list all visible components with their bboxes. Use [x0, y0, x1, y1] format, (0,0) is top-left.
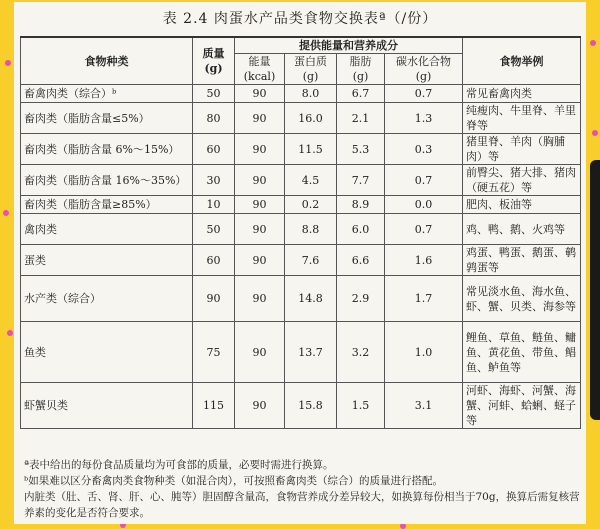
footnote-b: ᵇ如果难以区分畜禽肉类食物种类（如混合肉），可按照畜禽肉类（综合）的质量进行搭配。: [24, 475, 443, 487]
table-row: 蛋类 60 90 7.6 6.6 1.6 鸡蛋、鸭蛋、鹅蛋、鹌鹑蛋等: [21, 245, 581, 276]
header-energy: 能量 (kcal): [235, 54, 285, 85]
food-exchange-table: [20, 36, 581, 429]
table-row: 水产类（综合） 90 90 14.8 2.9 1.7 常见淡水鱼、海水鱼、虾、蟹、贝类、海参等: [21, 276, 581, 322]
header-examples: 食物举例: [463, 37, 581, 85]
table-row: 鱼类 75 90 13.7 3.2 1.0 鲤鱼、草鱼、鲢鱼、鳙鱼、黄花鱼、带鱼、鲳鱼、鲈鱼等: [21, 322, 581, 383]
table-row: 禽肉类 50 90 8.8 6.0 0.7 鸡、鸭、鹅、火鸡等: [21, 214, 581, 245]
header-protein: 蛋白质 (g): [285, 54, 337, 85]
background-edge: [590, 160, 600, 420]
header-carb: 碳水化合物 (g): [385, 54, 463, 85]
header-fat: 脂肪 (g): [337, 54, 385, 85]
table-row: 畜肉类（脂肪含量≥85%） 10 90 0.2 8.9 0.0 肥肉、板油等: [21, 196, 581, 214]
table-row: 畜禽肉类（综合）ᵇ 50 90 8.0 6.7 0.7 常见畜禽肉类: [21, 85, 581, 103]
header-energy-group: 提供能量和营养成分: [235, 37, 463, 54]
header-food-type: 食物种类: [21, 37, 193, 85]
header-weight: 质量 (g): [193, 37, 235, 85]
table-row: 畜肉类（脂肪含量 6%～15%） 60 90 11.5 5.3 0.3 猪里脊、羊肉（胸脯肉）等: [21, 134, 581, 165]
table-row: 虾蟹贝类 115 90 15.8 1.5 3.1 河虾、海虾、河蟹、海蟹、河蚌、蛤蜊、蛏子等: [21, 383, 581, 429]
table-row: 畜肉类（脂肪含量 16%～35%） 30 90 4.5 7.7 0.7 前臀尖、猪大排、猪肉（硬五花）等: [21, 165, 581, 196]
footnote-offal: 内脏类（肚、舌、肾、肝、心、肫等）胆固醇含量高，食物营养成分差异较大，如换算每份相当于70g，换算后需复核营养素的变化是否符合要求。: [24, 491, 580, 519]
table-row: 畜肉类（脂肪含量≤5%） 80 90 16.0 2.1 1.3 纯瘦肉、牛里脊、羊里脊等: [21, 103, 581, 134]
document-page: [14, 2, 586, 524]
footnote-a: ª表中给出的每份食品质量均为可食部的质量，必要时需进行换算。: [24, 459, 334, 471]
table-footnotes: [24, 457, 580, 521]
page-title: 表 2.4 肉蛋水产品类食物交换表ª（/份）: [162, 11, 438, 27]
